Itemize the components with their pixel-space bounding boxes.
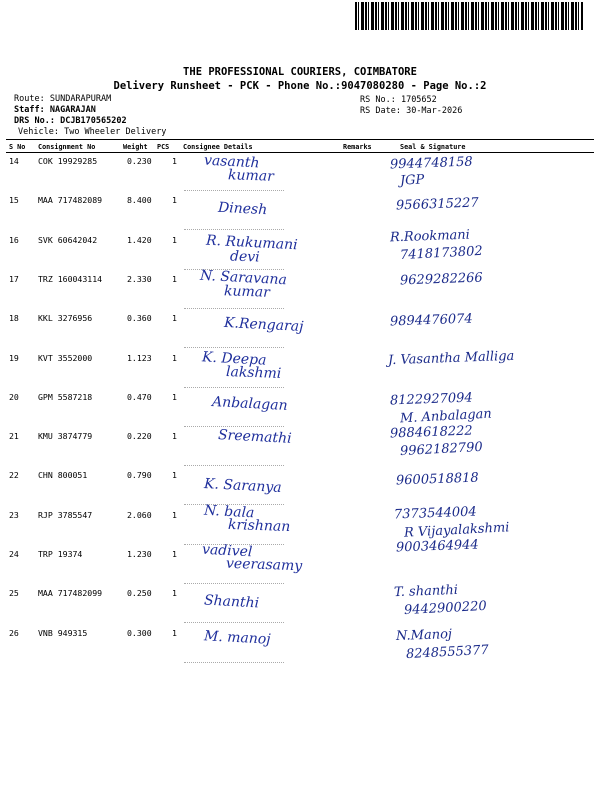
row-weight: 2.060 xyxy=(127,510,152,520)
rs-date-value: 30-Mar-2026 xyxy=(406,106,463,116)
header-rule-top xyxy=(6,139,594,140)
row-consignment-no: KMU 3874779 xyxy=(38,431,93,441)
row-weight: 0.230 xyxy=(127,156,152,166)
runsheet-subtitle: Delivery Runsheet - PCK - Phone No.:9047080280 - Page No.:2 xyxy=(113,80,487,92)
signature-line1: 8122927094 xyxy=(389,390,473,409)
consignee-name-line1: Anbalagan xyxy=(211,394,288,414)
row-sno: 20 xyxy=(9,392,19,402)
row-consignment-no: CHN 800051 xyxy=(38,470,88,480)
consignee-name-line1: K. Deepa xyxy=(201,349,267,369)
consignee-name-line2: devi xyxy=(229,248,260,266)
row-consignment-no: KVT 3552000 xyxy=(38,353,93,363)
row-pcs: 1 xyxy=(172,274,177,284)
table-row xyxy=(0,502,600,549)
col-header-pcs: PCS xyxy=(157,143,170,151)
company-title: THE PROFESSIONAL COURIERS, COIMBATORE xyxy=(183,66,417,78)
row-weight: 0.300 xyxy=(127,628,152,638)
row-sno: 17 xyxy=(9,274,19,284)
row-pcs: 1 xyxy=(172,195,177,205)
row-separator xyxy=(184,465,284,466)
table-row xyxy=(0,628,600,667)
consignee-name-line1: N. bala xyxy=(203,502,255,522)
col-header-remarks: Remarks xyxy=(343,143,372,151)
row-consignment-no: MAA 717482089 xyxy=(38,195,103,205)
table-row xyxy=(0,348,600,392)
table-row xyxy=(0,195,600,234)
row-separator xyxy=(184,426,284,427)
row-pcs: 1 xyxy=(172,235,177,245)
row-pcs: 1 xyxy=(172,156,177,166)
signature-line2: 9962182790 xyxy=(399,439,484,460)
col-header-signature: Seal & Signature xyxy=(400,143,466,151)
row-separator xyxy=(184,622,284,623)
signature-line2: 9442900220 xyxy=(403,598,488,619)
row-consignment-no: MAA 717482099 xyxy=(38,588,103,598)
row-pcs: 1 xyxy=(172,470,177,480)
row-consignment-no: SVK 60642042 xyxy=(38,235,98,245)
row-weight: 1.230 xyxy=(127,549,152,559)
row-pcs: 1 xyxy=(172,549,177,559)
signature-line1: 9944748158 xyxy=(389,154,473,173)
consignee-name-line1: Dinesh xyxy=(217,199,268,219)
consignee-name-line1: K. Saranya xyxy=(203,475,282,497)
consignee-name-line2: veerasamy xyxy=(225,555,303,575)
signature-line1: 7373544004 xyxy=(393,504,477,523)
row-separator xyxy=(184,229,284,230)
table-row xyxy=(0,313,600,352)
signature-line1: 9894476074 xyxy=(389,311,473,330)
row-separator xyxy=(184,583,284,584)
signature-line2: 8248555377 xyxy=(405,642,490,663)
signature-line1: N.Manoj xyxy=(395,627,453,644)
row-consignment-no: TRZ 160043114 xyxy=(38,274,103,284)
consignee-name-line1: M. manoj xyxy=(203,628,272,648)
route-value: SUNDARAPURAM xyxy=(49,94,112,104)
signature-line2: R Vijayalakshmi xyxy=(403,520,510,541)
table-row xyxy=(0,582,600,627)
col-header-weight: Weight xyxy=(123,143,148,151)
rs-no-value: 1705652 xyxy=(400,95,437,105)
signature-line1: J. Vasantha Malliga xyxy=(387,348,515,369)
consignee-name-line2: krishnan xyxy=(227,516,291,536)
row-weight: 0.220 xyxy=(127,431,152,441)
row-pcs: 1 xyxy=(172,431,177,441)
row-sno: 22 xyxy=(9,470,19,480)
row-sno: 15 xyxy=(9,195,19,205)
col-header-sno: S No xyxy=(9,143,26,151)
signature-line1: T. shanthi xyxy=(393,582,459,601)
row-sno: 26 xyxy=(9,628,19,638)
consignee-name-line1: K.Rengaraj xyxy=(223,314,304,336)
row-weight: 2.330 xyxy=(127,274,152,284)
row-separator xyxy=(184,308,284,309)
signature-line2: M. Anbalagan xyxy=(399,406,493,427)
consignee-name-line2: kumar xyxy=(223,283,271,301)
row-weight: 0.250 xyxy=(127,588,152,598)
signature-line1: 9003464944 xyxy=(395,537,479,556)
row-sno: 14 xyxy=(9,156,19,166)
row-weight: 0.360 xyxy=(127,313,152,323)
row-separator xyxy=(184,387,284,388)
row-sno: 23 xyxy=(9,510,19,520)
row-weight: 8.400 xyxy=(127,195,152,205)
row-sno: 18 xyxy=(9,313,19,323)
table-row xyxy=(0,392,600,431)
row-consignment-no: KKL 3276956 xyxy=(38,313,93,323)
consignee-name-line2: lakshmi xyxy=(225,364,282,382)
row-separator xyxy=(184,662,284,663)
col-header-consignment: Consignment No xyxy=(38,143,96,151)
row-weight: 0.470 xyxy=(127,392,152,402)
signature-line1: 9600518818 xyxy=(395,470,479,489)
row-weight: 1.123 xyxy=(127,353,152,363)
consignee-name-line2: kumar xyxy=(227,167,275,185)
rs-date-line: RS Date: 30-Mar-2026 xyxy=(360,106,463,116)
staff-line: Staff: NAGARAJAN xyxy=(14,105,96,115)
row-consignment-no: TRP 19374 xyxy=(38,549,83,559)
header-rule-bottom xyxy=(6,152,594,153)
row-pcs: 1 xyxy=(172,628,177,638)
row-sno: 25 xyxy=(9,588,19,598)
row-weight: 1.420 xyxy=(127,235,152,245)
table-row xyxy=(0,152,600,195)
row-pcs: 1 xyxy=(172,392,177,402)
row-sno: 21 xyxy=(9,431,19,441)
drs-line: DRS No.: DCJB170565202 xyxy=(14,116,127,126)
consignee-name-line1: vasanth xyxy=(203,152,260,172)
row-consignment-no: VNB 949315 xyxy=(38,628,88,638)
row-pcs: 1 xyxy=(172,510,177,520)
table-row xyxy=(0,227,600,274)
consignee-name-line1: vadivel xyxy=(201,541,253,561)
drs-value: DCJB170565202 xyxy=(60,116,127,126)
vehicle-line: Vehicle: Two Wheeler Delivery xyxy=(18,127,167,137)
signature-line1: 9629282266 xyxy=(399,270,483,289)
row-pcs: 1 xyxy=(172,313,177,323)
row-separator xyxy=(184,347,284,348)
vehicle-value: Two Wheeler Delivery xyxy=(64,127,167,137)
row-sno: 19 xyxy=(9,353,19,363)
row-separator xyxy=(184,190,284,191)
table-row xyxy=(0,537,600,588)
row-pcs: 1 xyxy=(172,353,177,363)
table-row xyxy=(0,267,600,313)
rs-no-line: RS No.: 1705652 xyxy=(360,95,437,105)
signature-line1: R.Rookmani xyxy=(389,227,471,246)
route-line: Route: SUNDARAPURAM xyxy=(14,94,112,104)
signature-line2: JGP xyxy=(399,172,425,189)
row-consignment-no: COK 19929285 xyxy=(38,156,98,166)
table-row xyxy=(0,470,600,509)
consignee-name-line1: Shanthi xyxy=(203,592,260,612)
row-consignment-no: RJP 3785547 xyxy=(38,510,93,520)
row-pcs: 1 xyxy=(172,588,177,598)
signature-line1: 9566315227 xyxy=(395,195,479,214)
row-sno: 24 xyxy=(9,549,19,559)
signature-line1: 9884618222 xyxy=(389,423,473,442)
consignee-name-line1: N. Saravana xyxy=(199,267,288,289)
consignee-name-line1: Sreemathi xyxy=(217,427,292,447)
row-sno: 16 xyxy=(9,235,19,245)
signature-line2: 7418173802 xyxy=(399,243,484,264)
consignee-name-line1: R. Rukumani xyxy=(205,232,298,254)
barcode xyxy=(355,2,583,30)
col-header-consignee: Consignee Details xyxy=(183,143,253,151)
staff-value: NAGARAJAN xyxy=(49,105,96,115)
row-consignment-no: GPM 5587218 xyxy=(38,392,93,402)
row-weight: 0.790 xyxy=(127,470,152,480)
table-row xyxy=(0,423,600,470)
